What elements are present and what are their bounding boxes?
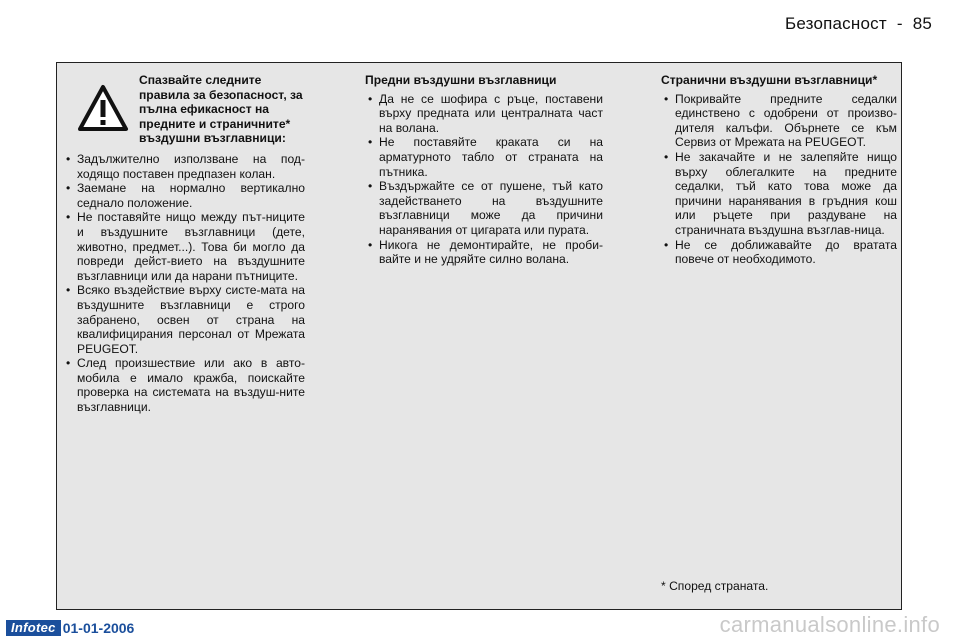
list-item: • Задължително използване на под-ходящо поставен предпазен колан. [63,152,305,181]
front-airbags-list [365,92,603,267]
column-front-airbags [365,73,603,267]
header-separator: - [896,14,903,33]
column-safety-rules [63,73,305,415]
page-header [785,14,932,34]
content-panel [56,62,902,610]
list-item: • Покривайте предните седалки единствено с одобрени от произво-дителя калъфи. Обърнете се към Сервиз от Мрежата на PEUGEOT. [661,92,897,150]
section-title: Безопасност [785,14,887,33]
warning-triangle-icon [77,83,129,135]
list-item: • Не се доближавайте до вратата повече от необходимото. [661,238,897,267]
page-number: 85 [912,14,932,33]
footnote: * Според страната. [661,579,769,593]
column-side-airbags [661,73,897,267]
list-item: • Въздържайте се от пушене, тъй като задействането на въздушните възглавници може да причини наранявания от цигарата или пурата. [365,179,603,237]
list-item: • Не закачайте и не залепяйте нищо върху облегалките на предните седалки, тъй като това може да причини наранявания в гръдния кош или ръцете при раздуване на страничната въздушна възглав-ница. [661,150,897,238]
list-item: • Да не се шофира с ръце, поставени върху предната или централната част на волана. [365,92,603,136]
list-item: • Всяко въздействие върху систе-мата на въздушните възглавници е строго забранено, освен от страна на квалифицирания персонал от Мрежата PEUGEOT. [63,283,305,356]
side-airbags-heading: Странични въздушни възглавници* [661,73,878,87]
side-airbags-list [661,92,897,267]
watermark: carmanualsonline.info [719,612,940,637]
warning-title: Спазвайте следните правила за безопасност, за пълна ефикасност на предните и страничните* въздушни възглавници: [139,73,303,146]
list-item: • Никога не демонтирайте, не проби-вайте и не удряйте силно волана. [365,238,603,267]
footer-date: 01-01-2006 [62,619,135,636]
warning-block [63,73,305,146]
list-item: • Не поставяйте нищо между път-ниците и въздушните възглавници (дете, животно, предмет...). Това би могло да повреди дейст-вието на въздушните възглавници или да нарани пътниците. [63,210,305,283]
front-airbags-heading: Предни въздушни възглавници [365,73,557,87]
footer-brand [6,619,134,636]
safety-rules-list [63,152,305,415]
list-item: • Не поставяйте краката си на арматурното табло от страната на пътника. [365,135,603,179]
infotec-logo: Infotec [6,620,61,636]
list-item: • Заемане на нормално вертикално седнало положение. [63,181,305,210]
list-item: • След произшествие или ако в авто-мобила е имало кражба, поискайте проверка на системата на въздуш-ните възглавници. [63,356,305,414]
